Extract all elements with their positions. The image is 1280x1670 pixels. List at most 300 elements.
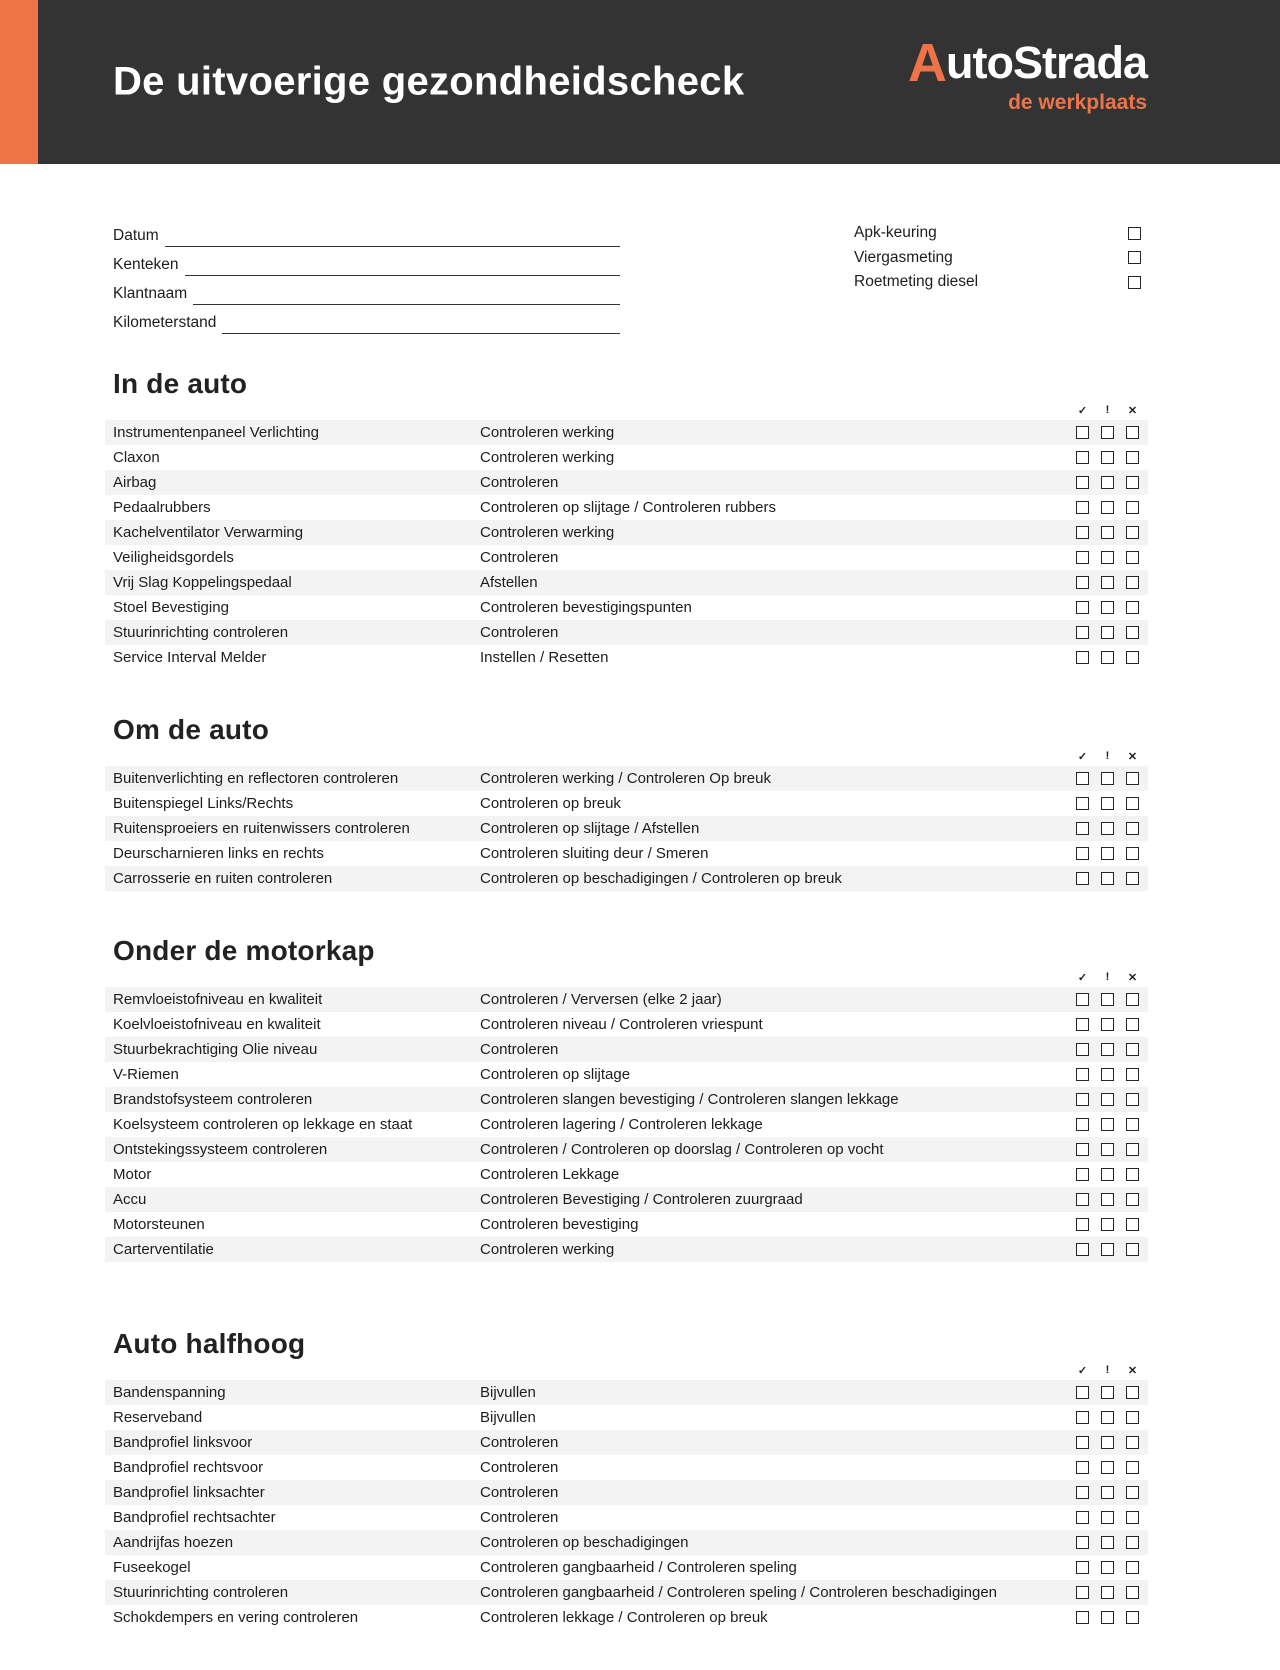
page-title: De uitvoerige gezondheidscheck: [113, 59, 745, 104]
form-field-kilometerstand: [113, 305, 620, 334]
checkbox-ok[interactable]: [1076, 1218, 1089, 1231]
checkbox-fail[interactable]: [1126, 1561, 1139, 1574]
section-rows: [0, 1380, 1280, 1630]
checkbox-ok[interactable]: [1076, 1243, 1089, 1256]
check-icon: ✓: [1077, 751, 1088, 763]
checkbox-warning[interactable]: [1101, 1093, 1114, 1106]
field-label: Kilometerstand: [113, 314, 217, 331]
checkbox-warning[interactable]: [1101, 551, 1114, 564]
checkbox-ok[interactable]: [1076, 626, 1089, 639]
sections: [0, 368, 1280, 1630]
checkbox-fail[interactable]: [1126, 1436, 1139, 1449]
checkbox-group: [1076, 772, 1139, 785]
checkbox-fail[interactable]: [1126, 1411, 1139, 1424]
checkbox-fail[interactable]: [1126, 476, 1139, 489]
check-row: [105, 520, 1148, 545]
check-action-label: Controleren: [480, 1509, 559, 1526]
checkbox-fail[interactable]: [1126, 426, 1139, 439]
check-action-label: Controleren werking: [480, 449, 615, 466]
checkbox-warning[interactable]: [1101, 1486, 1114, 1499]
check-action-label: Controleren op slijtage / Controleren rubbers: [480, 499, 776, 516]
check-item-label: Schokdempers en vering controleren: [113, 1609, 359, 1626]
checkbox-warning[interactable]: [1101, 1461, 1114, 1474]
checkbox-group: [1076, 1461, 1139, 1474]
check-action-label: Controleren: [480, 1484, 559, 1501]
check-row: [105, 1137, 1148, 1162]
check-item-label: Kachelventilator Verwarming: [113, 524, 304, 541]
checkbox-fail[interactable]: [1126, 847, 1139, 860]
check-item-label: Vrij Slag Koppelingspedaal: [113, 574, 292, 591]
field-input-line[interactable]: [185, 247, 621, 276]
exclamation-icon: !: [1105, 1364, 1110, 1376]
checkbox-fail[interactable]: [1126, 1068, 1139, 1081]
checkbox-warning[interactable]: [1101, 576, 1114, 589]
checkbox-ok[interactable]: [1076, 651, 1089, 664]
checkbox-warning[interactable]: [1101, 1586, 1114, 1599]
check-row: [105, 766, 1148, 791]
check-column-headers: [0, 750, 1139, 763]
checkbox-group: [1076, 1411, 1139, 1424]
form-fields: [113, 218, 620, 334]
checkbox-warning[interactable]: [1101, 822, 1114, 835]
checkbox-fail[interactable]: [1126, 576, 1139, 589]
check-row: [105, 1062, 1148, 1087]
checkbox-warning[interactable]: [1101, 451, 1114, 464]
checkbox-warning[interactable]: [1101, 601, 1114, 614]
check-column-headers: [0, 404, 1139, 417]
check-action-label: Controleren werking: [480, 424, 615, 441]
checkbox-ok[interactable]: [1076, 772, 1089, 785]
check-item-label: Pedaalrubbers: [113, 499, 211, 516]
check-item-label: Buitenverlichting en reflectoren controleren: [113, 770, 399, 787]
checkbox-group: [1076, 1218, 1139, 1231]
checkbox-ok[interactable]: [1076, 1018, 1089, 1031]
section-rows: [0, 766, 1280, 891]
logo-letter-a-icon: A: [907, 33, 946, 93]
checkbox-group: [1076, 1486, 1139, 1499]
checkbox-group: [1076, 526, 1139, 539]
check-item-label: Reserveband: [113, 1409, 203, 1426]
checkbox-warning[interactable]: [1101, 426, 1114, 439]
checkbox-ok[interactable]: [1076, 451, 1089, 464]
check-item-label: V-Riemen: [113, 1066, 179, 1083]
checkbox-ok[interactable]: [1076, 822, 1089, 835]
accent-bar: [0, 0, 38, 164]
checkbox-warning[interactable]: [1101, 993, 1114, 1006]
check-row: [105, 1380, 1148, 1405]
top-check-checkbox[interactable]: [1128, 276, 1141, 289]
checkbox-warning[interactable]: [1101, 1536, 1114, 1549]
section-om-de-auto: [0, 714, 1280, 891]
cross-icon: ✕: [1127, 751, 1138, 763]
check-item-label: Ruitensproeiers en ruitenwissers controleren: [113, 820, 410, 837]
checkbox-fail[interactable]: [1126, 1118, 1139, 1131]
checkbox-warning[interactable]: [1101, 1243, 1114, 1256]
checkbox-group: [1076, 1561, 1139, 1574]
check-item-label: Brandstofsysteem controleren: [113, 1091, 313, 1108]
checkbox-ok[interactable]: [1076, 1118, 1089, 1131]
checkbox-fail[interactable]: [1126, 501, 1139, 514]
checkbox-ok[interactable]: [1076, 1193, 1089, 1206]
check-action-label: Controleren gangbaarheid / Controleren speling / Controleren beschadigingen: [480, 1584, 998, 1601]
checkbox-fail[interactable]: [1126, 1461, 1139, 1474]
check-item-label: Stuurinrichting controleren: [113, 624, 289, 641]
checkbox-ok[interactable]: [1076, 1486, 1089, 1499]
check-row: [105, 1212, 1148, 1237]
checkbox-warning[interactable]: [1101, 1611, 1114, 1624]
check-action-label: Controleren op slijtage / Afstellen: [480, 820, 700, 837]
checkbox-group: [1076, 626, 1139, 639]
checkbox-warning[interactable]: [1101, 872, 1114, 885]
check-action-label: Controleren sluiting deur / Smeren: [480, 845, 709, 862]
checkbox-ok[interactable]: [1076, 576, 1089, 589]
checkbox-warning[interactable]: [1101, 1143, 1114, 1156]
check-item-label: Stoel Bevestiging: [113, 599, 229, 616]
checkbox-fail[interactable]: [1126, 451, 1139, 464]
top-check-apk-keuring: [854, 221, 1141, 246]
checkbox-group: [1076, 1586, 1139, 1599]
checkbox-ok[interactable]: [1076, 601, 1089, 614]
checkbox-group: [1076, 1386, 1139, 1399]
checkbox-warning[interactable]: [1101, 626, 1114, 639]
exclamation-icon: !: [1105, 404, 1110, 416]
checkbox-group: [1076, 1536, 1139, 1549]
checkbox-group: [1076, 1018, 1139, 1031]
check-row: [105, 987, 1148, 1012]
checkbox-warning[interactable]: [1101, 847, 1114, 860]
check-row: [105, 470, 1148, 495]
checkbox-fail[interactable]: [1126, 1193, 1139, 1206]
checkbox-fail[interactable]: [1126, 822, 1139, 835]
checkbox-warning[interactable]: [1101, 1511, 1114, 1524]
logo-subtitle: de werkplaats: [1008, 91, 1147, 114]
check-action-label: Controleren: [480, 474, 559, 491]
checkbox-warning[interactable]: [1101, 1436, 1114, 1449]
checkbox-fail[interactable]: [1126, 1486, 1139, 1499]
check-item-label: Motorsteunen: [113, 1216, 205, 1233]
form-field-klantnaam: [113, 276, 620, 305]
checkbox-warning[interactable]: [1101, 526, 1114, 539]
checkbox-group: [1076, 601, 1139, 614]
check-row: [105, 1237, 1148, 1262]
checkbox-ok[interactable]: [1076, 872, 1089, 885]
checkbox-ok[interactable]: [1076, 1411, 1089, 1424]
checkbox-warning[interactable]: [1101, 797, 1114, 810]
field-label: Klantnaam: [113, 285, 188, 302]
cross-icon: ✕: [1127, 1365, 1138, 1377]
check-action-label: Controleren gangbaarheid / Controleren speling: [480, 1559, 797, 1576]
checkbox-ok[interactable]: [1076, 797, 1089, 810]
check-action-label: Controleren: [480, 624, 559, 641]
checkbox-fail[interactable]: [1126, 1018, 1139, 1031]
checkbox-fail[interactable]: [1126, 1168, 1139, 1181]
check-row: [105, 1555, 1148, 1580]
check-row: [105, 570, 1148, 595]
check-action-label: Controleren werking: [480, 524, 615, 541]
checkbox-fail[interactable]: [1126, 551, 1139, 564]
logo-text-rest: utoStrada: [945, 37, 1147, 88]
checkbox-warning[interactable]: [1101, 476, 1114, 489]
check-row: [105, 791, 1148, 816]
check-item-label: Ontstekingssysteem controleren: [113, 1141, 328, 1158]
section-auto-halfhoog: [0, 1328, 1280, 1630]
field-input-line[interactable]: [222, 305, 620, 334]
check-row: [105, 816, 1148, 841]
checkbox-ok[interactable]: [1076, 993, 1089, 1006]
check-icon: ✓: [1077, 405, 1088, 417]
form-field-kenteken: [113, 247, 620, 276]
checkbox-ok[interactable]: [1076, 476, 1089, 489]
check-row: [105, 620, 1148, 645]
checkbox-ok[interactable]: [1076, 1093, 1089, 1106]
check-row: [105, 841, 1148, 866]
check-item-label: Bandprofiel linksachter: [113, 1484, 265, 1501]
check-row: [105, 420, 1148, 445]
check-row: [105, 1580, 1148, 1605]
check-item-label: Motor: [113, 1166, 152, 1183]
checkbox-warning[interactable]: [1101, 1068, 1114, 1081]
checkbox-group: [1076, 576, 1139, 589]
checkbox-ok[interactable]: [1076, 501, 1089, 514]
checkbox-warning[interactable]: [1101, 1168, 1114, 1181]
check-row: [105, 1162, 1148, 1187]
check-action-label: Controleren op breuk: [480, 795, 621, 812]
cross-icon: ✕: [1127, 405, 1138, 417]
field-label: Datum: [113, 227, 159, 244]
checkbox-ok[interactable]: [1076, 1586, 1089, 1599]
check-item-label: Deurscharnieren links en rechts: [113, 845, 324, 862]
field-input-line[interactable]: [193, 276, 620, 305]
check-row: [105, 1187, 1148, 1212]
checkbox-ok[interactable]: [1076, 1043, 1089, 1056]
check-item-label: Carrosserie en ruiten controleren: [113, 870, 333, 887]
check-item-label: Instrumentenpaneel Verlichting: [113, 424, 319, 441]
check-row: [105, 445, 1148, 470]
checkbox-fail[interactable]: [1126, 1218, 1139, 1231]
checkbox-ok[interactable]: [1076, 847, 1089, 860]
checkbox-ok[interactable]: [1076, 1143, 1089, 1156]
top-check-viergasmeting: [854, 246, 1141, 271]
check-action-label: Controleren: [480, 1459, 559, 1476]
checkbox-warning[interactable]: [1101, 1411, 1114, 1424]
check-action-label: Controleren lekkage / Controleren op breuk: [480, 1609, 768, 1626]
check-item-label: Remvloeistofniveau en kwaliteit: [113, 991, 323, 1008]
check-row: [105, 1112, 1148, 1137]
check-action-label: Controleren werking: [480, 1241, 615, 1258]
check-column-headers: [0, 971, 1139, 984]
checkbox-fail[interactable]: [1126, 872, 1139, 885]
checkbox-warning[interactable]: [1101, 1018, 1114, 1031]
checkbox-group: [1076, 1043, 1139, 1056]
check-action-label: Controleren op beschadigingen: [480, 1534, 689, 1551]
check-action-label: Controleren op slijtage: [480, 1066, 631, 1083]
checkbox-fail[interactable]: [1126, 1093, 1139, 1106]
checkbox-fail[interactable]: [1126, 626, 1139, 639]
check-action-label: Bijvullen: [480, 1384, 536, 1401]
check-row: [105, 1405, 1148, 1430]
check-item-label: Fuseekogel: [113, 1559, 191, 1576]
checkbox-warning[interactable]: [1101, 501, 1114, 514]
checkbox-fail[interactable]: [1126, 651, 1139, 664]
check-action-label: Instellen / Resetten: [480, 649, 609, 666]
check-row: [105, 866, 1148, 891]
checkbox-group: [1076, 451, 1139, 464]
checkbox-group: [1076, 501, 1139, 514]
check-action-label: Bijvullen: [480, 1409, 536, 1426]
checkbox-fail[interactable]: [1126, 1536, 1139, 1549]
checkbox-warning[interactable]: [1101, 1561, 1114, 1574]
autostrada-logo: [907, 33, 1147, 114]
check-action-label: Controleren / Controleren op doorslag / Controleren op vocht: [480, 1141, 884, 1158]
checkbox-warning[interactable]: [1101, 1118, 1114, 1131]
checkbox-group: [1076, 1118, 1139, 1131]
checkbox-group: [1076, 1193, 1139, 1206]
checkbox-fail[interactable]: [1126, 601, 1139, 614]
checkbox-group: [1076, 1436, 1139, 1449]
checkbox-group: [1076, 797, 1139, 810]
top-check-label: Roetmeting diesel: [854, 273, 979, 291]
check-action-label: Controleren / Verversen (elke 2 jaar): [480, 991, 722, 1008]
checkbox-fail[interactable]: [1126, 1611, 1139, 1624]
checkbox-warning[interactable]: [1101, 1193, 1114, 1206]
checkbox-fail[interactable]: [1126, 526, 1139, 539]
checkbox-warning[interactable]: [1101, 651, 1114, 664]
section-title: In de auto: [113, 368, 248, 399]
top-check-roetmeting-diesel: [854, 270, 1141, 295]
check-row: [105, 1530, 1148, 1555]
check-item-label: Bandprofiel rechtsvoor: [113, 1459, 264, 1476]
check-row: [105, 1087, 1148, 1112]
checkbox-group: [1076, 1511, 1139, 1524]
checkbox-fail[interactable]: [1126, 797, 1139, 810]
top-check-label: Apk-keuring: [854, 224, 937, 242]
checkbox-warning[interactable]: [1101, 1043, 1114, 1056]
checkbox-group: [1076, 1068, 1139, 1081]
checkbox-group: [1076, 872, 1139, 885]
section-rows: [0, 987, 1280, 1262]
check-item-label: Buitenspiegel Links/Rechts: [113, 795, 294, 812]
check-item-label: Bandprofiel linksvoor: [113, 1434, 253, 1451]
field-input-line[interactable]: [165, 218, 620, 247]
checkbox-ok[interactable]: [1076, 1436, 1089, 1449]
section-title: Onder de motorkap: [113, 935, 375, 966]
section-rows: [0, 420, 1280, 670]
check-action-label: Afstellen: [480, 574, 538, 591]
check-row: [105, 1037, 1148, 1062]
checkbox-ok[interactable]: [1076, 1536, 1089, 1549]
checkbox-ok[interactable]: [1076, 1461, 1089, 1474]
checkbox-fail[interactable]: [1126, 1143, 1139, 1156]
checkbox-ok[interactable]: [1076, 551, 1089, 564]
checkbox-ok[interactable]: [1076, 526, 1089, 539]
checkbox-group: [1076, 426, 1139, 439]
check-item-label: Airbag: [113, 474, 157, 491]
check-icon: ✓: [1077, 1365, 1088, 1377]
check-row: [105, 1505, 1148, 1530]
check-row: [105, 545, 1148, 570]
check-row: [105, 1430, 1148, 1455]
check-action-label: Controleren: [480, 1041, 559, 1058]
checkbox-fail[interactable]: [1126, 1586, 1139, 1599]
check-action-label: Controleren bevestiging: [480, 1216, 639, 1233]
section-in-de-auto: [0, 368, 1280, 670]
check-item-label: Claxon: [113, 449, 160, 466]
check-item-label: Koelsysteem controleren op lekkage en staat: [113, 1116, 413, 1133]
checkbox-ok[interactable]: [1076, 1386, 1089, 1399]
exclamation-icon: !: [1105, 750, 1110, 762]
field-label: Kenteken: [113, 256, 179, 273]
checkbox-ok[interactable]: [1076, 1068, 1089, 1081]
check-action-label: Controleren bevestigingspunten: [480, 599, 692, 616]
checkbox-fail[interactable]: [1126, 993, 1139, 1006]
checkbox-ok[interactable]: [1076, 426, 1089, 439]
checkbox-fail[interactable]: [1126, 1511, 1139, 1524]
check-item-label: Aandrijfas hoezen: [113, 1534, 234, 1551]
checkbox-group: [1076, 1168, 1139, 1181]
checkbox-ok[interactable]: [1076, 1511, 1089, 1524]
check-action-label: Controleren: [480, 1434, 559, 1451]
check-action-label: Controleren: [480, 549, 559, 566]
checkbox-group: [1076, 651, 1139, 664]
form-field-datum: [113, 218, 620, 247]
check-item-label: Bandprofiel rechtsachter: [113, 1509, 276, 1526]
checkbox-ok[interactable]: [1076, 1561, 1089, 1574]
checkbox-warning[interactable]: [1101, 1218, 1114, 1231]
section-title: Auto halfhoog: [113, 1328, 306, 1359]
checkbox-warning[interactable]: [1101, 772, 1114, 785]
checkbox-ok[interactable]: [1076, 1611, 1089, 1624]
check-action-label: Controleren Lekkage: [480, 1166, 620, 1183]
checkbox-fail[interactable]: [1126, 1243, 1139, 1256]
checkbox-group: [1076, 476, 1139, 489]
check-item-label: Service Interval Melder: [113, 649, 267, 666]
checkbox-group: [1076, 1143, 1139, 1156]
checkbox-fail[interactable]: [1126, 1386, 1139, 1399]
check-item-label: Bandenspanning: [113, 1384, 226, 1401]
check-row: [105, 1012, 1148, 1037]
check-action-label: Controleren slangen bevestiging / Controleren slangen lekkage: [480, 1091, 899, 1108]
check-item-label: Stuurbekrachtiging Olie niveau: [113, 1041, 318, 1058]
page-header: [0, 0, 1280, 164]
section-title: Om de auto: [113, 714, 270, 745]
check-row: [105, 495, 1148, 520]
cross-icon: ✕: [1127, 972, 1138, 984]
check-item-label: Accu: [113, 1191, 147, 1208]
meta-area: [113, 218, 1141, 334]
top-check-checkbox[interactable]: [1128, 227, 1141, 240]
checkbox-group: [1076, 822, 1139, 835]
check-action-label: Controleren op beschadigingen / Controleren op breuk: [480, 870, 842, 887]
check-action-label: Controleren Bevestiging / Controleren zuurgraad: [480, 1191, 803, 1208]
check-row: [105, 1455, 1148, 1480]
section-onder-de-motorkap: [0, 935, 1280, 1262]
check-row: [105, 595, 1148, 620]
check-item-label: Carterventilatie: [113, 1241, 214, 1258]
checkbox-group: [1076, 551, 1139, 564]
checkbox-warning[interactable]: [1101, 1386, 1114, 1399]
checkbox-group: [1076, 847, 1139, 860]
check-row: [105, 645, 1148, 670]
check-action-label: Controleren niveau / Controleren vriespunt: [480, 1016, 763, 1033]
top-checks: [854, 218, 1141, 334]
check-action-label: Controleren werking / Controleren Op breuk: [480, 770, 771, 787]
checkbox-fail[interactable]: [1126, 1043, 1139, 1056]
checkbox-group: [1076, 993, 1139, 1006]
check-item-label: Veiligheidsgordels: [113, 549, 234, 566]
checkbox-fail[interactable]: [1126, 772, 1139, 785]
top-check-checkbox[interactable]: [1128, 251, 1141, 264]
checkbox-ok[interactable]: [1076, 1168, 1089, 1181]
